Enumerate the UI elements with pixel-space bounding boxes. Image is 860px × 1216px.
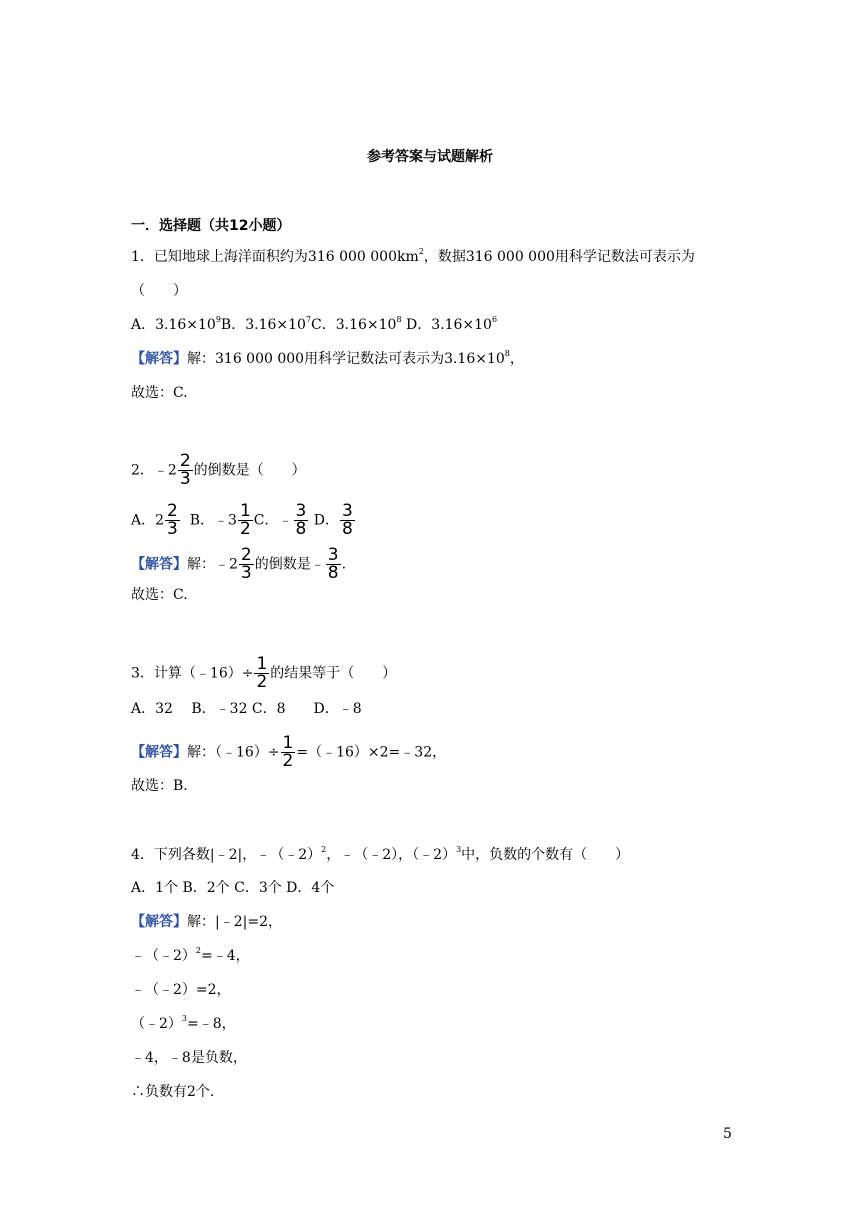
section-heading: 一．选择题（共12小题）: [131, 218, 291, 234]
question-4-step-3: ﹣（﹣2）=2，: [131, 982, 231, 998]
question-4-options: A．1个 B．2个 C．3个 D．4个: [131, 880, 335, 896]
question-1-answer: 【解答】解：316 000 000用科学记数法可表示为$3.16\times 10^8$，: [131, 349, 524, 367]
question-2-options: A．2 $\frac{2}{3}$ B．﹣3 $\frac{1}{2}$ C．﹣ $\frac{3}{8}$ D． $\frac{3}{8}$: [131, 501, 353, 539]
question-1-paren: （ ）: [131, 283, 187, 299]
question-4-step-2: ﹣（﹣2）$^2$=﹣4，: [131, 946, 250, 964]
question-2-stem: 2．﹣2 $\frac{2}{3}$ 的倒数是（ ）: [131, 451, 306, 489]
question-1-stem: 1．已知地球上海洋面积约为316 000 $000km^2$，数据316 000 000用科学记数法可表示为: [131, 247, 695, 265]
fraction: $\frac{3}{8}$: [295, 501, 307, 539]
question-4-step-4: （﹣2）$^3$=﹣8，: [131, 1014, 236, 1032]
question-4-step-5: ﹣4，﹣8是负数，: [131, 1050, 247, 1066]
fraction: $\frac{1}{2}$: [282, 733, 294, 771]
question-4-conclusion: ∴负数有2个.: [131, 1084, 215, 1100]
fraction: $\frac{3}{8}$: [327, 545, 339, 583]
fraction: $\frac{1}{2}$: [256, 654, 268, 692]
fraction: $\frac{2}{3}$: [240, 545, 252, 583]
question-2-answer: 【解答】解：﹣2 $\frac{2}{3}$ 的倒数是﹣ $\frac{3}{8}$ .: [131, 545, 347, 583]
page-number: 5: [723, 1126, 732, 1142]
question-3-stem: 3．计算（﹣16）÷ $\frac{1}{2}$ 的结果等于（ ）: [131, 654, 397, 692]
fraction: $\frac{3}{8}$: [342, 501, 353, 539]
question-4-answer: 【解答】解：|﹣2|=2，: [131, 914, 282, 930]
question-3-answer: 【解答】解：（﹣16）÷ $\frac{1}{2}$ =（﹣16）×2=﹣32，: [131, 733, 447, 771]
fraction: $\frac{1}{2}$: [239, 501, 251, 539]
question-4-stem: 4．下列各数|﹣2|，﹣（﹣2）$^2$，﹣（﹣2），（﹣2）$^3$中，负数的个数有（ ）: [131, 845, 630, 863]
fraction: $\frac{2}{3}$: [179, 451, 191, 489]
question-1-choice: 故选：C.: [131, 385, 188, 401]
question-2-choice: 故选：C.: [131, 587, 188, 603]
question-3-choice: 故选：B.: [131, 778, 188, 794]
page-title: 参考答案与试题解析: [367, 149, 493, 165]
question-1-options: A．$3.16\times 10^9B$．$3.16\times 10^7C$．$3.16\times 10^8$ D．$3.16\times 10^6$: [131, 315, 498, 333]
fraction: $\frac{2}{3}$: [167, 501, 178, 539]
question-3-options: A．32 B．﹣32 C．8 D．﹣8: [131, 701, 362, 717]
